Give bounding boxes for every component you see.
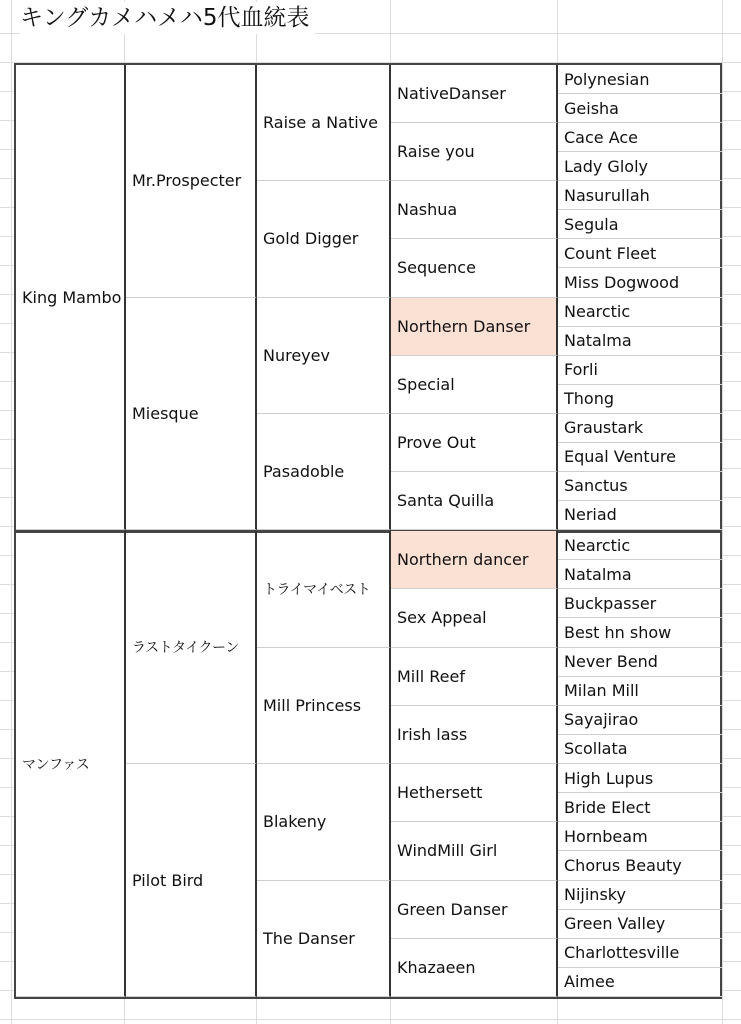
dam-gen2-cell[interactable]: Pilot Bird xyxy=(126,764,257,997)
dam-gen3-cell[interactable]: トライマイベスト xyxy=(257,531,391,648)
dam-gen5-cell[interactable]: High Lupus xyxy=(558,764,722,793)
dam-gen4-cell[interactable]: Sex Appeal xyxy=(391,589,558,647)
dam-gen5-cell[interactable]: Natalma xyxy=(558,560,722,589)
sire-gen5-cell[interactable]: Sanctus xyxy=(558,472,722,501)
dam-gen5-cell[interactable]: Nearctic xyxy=(558,531,722,560)
dam-gen4-cell[interactable]: Northern dancer xyxy=(391,531,558,589)
sire-gen4-cell[interactable]: Northern Danser xyxy=(391,298,558,356)
dam-gen4-cell[interactable]: Khazaeen xyxy=(391,939,558,997)
dam-gen5-cell[interactable]: Nijinsky xyxy=(558,881,722,910)
dam-gen5-cell[interactable]: Scollata xyxy=(558,735,722,764)
sire-gen5-cell[interactable]: Segula xyxy=(558,210,722,239)
sire-gen4-cell[interactable]: Special xyxy=(391,356,558,414)
dam-gen5-cell[interactable]: Chorus Beauty xyxy=(558,851,722,880)
sire-gen5-cell[interactable]: Thong xyxy=(558,385,722,414)
dam-gen5-cell[interactable]: Never Bend xyxy=(558,648,722,677)
dam-gen3-cell[interactable]: Mill Princess xyxy=(257,648,391,765)
pedigree-table xyxy=(14,63,722,999)
sheet-title[interactable]: キングカメハメハ5代血統表 xyxy=(20,2,315,34)
dam-gen3-cell[interactable]: The Danser xyxy=(257,881,391,998)
sire-gen3-cell[interactable]: Raise a Native xyxy=(257,65,391,181)
dam-gen4-cell[interactable]: Green Danser xyxy=(391,881,558,939)
sire-gen3-cell[interactable]: Nureyev xyxy=(257,298,391,414)
sire-gen4-cell[interactable]: Santa Quilla xyxy=(391,472,558,530)
sire-gen5-cell[interactable]: Equal Venture xyxy=(558,443,722,472)
sire-gen5-cell[interactable]: Forli xyxy=(558,356,722,385)
dam-gen3-cell[interactable]: Blakeny xyxy=(257,764,391,881)
sire-gen5-cell[interactable]: Neriad xyxy=(558,501,722,530)
sire-gen5-cell[interactable]: Lady Gloly xyxy=(558,152,722,181)
sire-gen5-cell[interactable]: Graustark xyxy=(558,414,722,443)
sire-gen4-cell[interactable]: Sequence xyxy=(391,239,558,297)
dam-gen5-cell[interactable]: Aimee xyxy=(558,968,722,997)
sire-gen4-cell[interactable]: Raise you xyxy=(391,123,558,181)
dam-gen4-cell[interactable]: Irish lass xyxy=(391,706,558,764)
dam-gen1-cell[interactable]: マンファス xyxy=(16,531,126,997)
dam-gen5-cell[interactable]: Hornbeam xyxy=(558,822,722,851)
dam-gen5-cell[interactable]: Buckpasser xyxy=(558,589,722,618)
sire-gen2-cell[interactable]: Miesque xyxy=(126,298,257,531)
dam-gen5-cell[interactable]: Best hn show xyxy=(558,618,722,647)
dam-gen4-cell[interactable]: Hethersett xyxy=(391,764,558,822)
sire-gen5-cell[interactable]: Miss Dogwood xyxy=(558,268,722,297)
sire-gen1-cell[interactable]: King Mambo xyxy=(16,65,126,530)
sire-gen5-cell[interactable]: Natalma xyxy=(558,327,722,356)
sire-gen3-cell[interactable]: Gold Digger xyxy=(257,181,391,297)
sire-gen5-cell[interactable]: Polynesian xyxy=(558,65,722,94)
dam-gen5-cell[interactable]: Green Valley xyxy=(558,910,722,939)
dam-gen4-cell[interactable]: WindMill Girl xyxy=(391,822,558,880)
sire-gen5-cell[interactable]: Geisha xyxy=(558,94,722,123)
dam-gen2-cell[interactable]: ラストタイクーン xyxy=(126,531,257,764)
dam-gen4-cell[interactable]: Mill Reef xyxy=(391,648,558,706)
sire-gen2-cell[interactable]: Mr.Prospecter xyxy=(126,65,257,298)
sire-gen5-cell[interactable]: Cace Ace xyxy=(558,123,722,152)
sire-gen5-cell[interactable]: Nearctic xyxy=(558,298,722,327)
dam-gen5-cell[interactable]: Charlottesville xyxy=(558,939,722,968)
sire-gen4-cell[interactable]: Prove Out xyxy=(391,414,558,472)
dam-gen5-cell[interactable]: Sayajirao xyxy=(558,706,722,735)
sire-gen4-cell[interactable]: Nashua xyxy=(391,181,558,239)
sire-gen3-cell[interactable]: Pasadoble xyxy=(257,414,391,530)
dam-gen5-cell[interactable]: Bride Elect xyxy=(558,793,722,822)
sire-gen5-cell[interactable]: Count Fleet xyxy=(558,239,722,268)
sire-gen5-cell[interactable]: Nasurullah xyxy=(558,181,722,210)
dam-gen5-cell[interactable]: Milan Mill xyxy=(558,677,722,706)
sire-gen4-cell[interactable]: NativeDanser xyxy=(391,65,558,123)
